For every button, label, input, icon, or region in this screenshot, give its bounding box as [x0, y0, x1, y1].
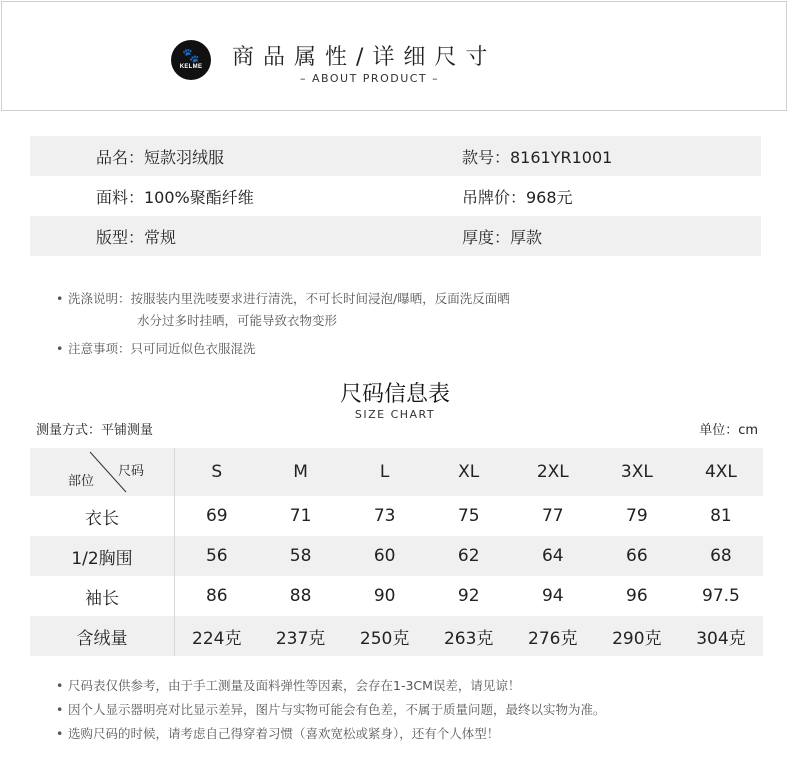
wash-note [56, 289, 510, 307]
attribute-row [30, 176, 761, 216]
wash-label: 洗涤说明： [68, 291, 131, 306]
attention-text: 只可同近似色衣服混洗 [130, 341, 256, 356]
size-header: 4XL [679, 448, 763, 496]
attention-label: 注意事项： [68, 341, 131, 356]
attribute-thickness: 厚度：厚款 [462, 227, 543, 247]
size-header: XL [427, 448, 511, 496]
size-header: L [343, 448, 427, 496]
attribute-name: 品名：短款羽绒服 [96, 147, 225, 167]
table-row [30, 536, 763, 576]
table-cell: 73 [373, 506, 396, 526]
table-cell: 86 [205, 586, 228, 606]
attribute-fit: 版型：常规 [96, 227, 177, 247]
table-cell: 263克 [427, 616, 511, 656]
row-label: 衣长 [30, 496, 175, 536]
diagonal-divider [30, 448, 174, 496]
table-cell: 250克 [343, 616, 427, 656]
attention-note [56, 339, 256, 357]
table-row [30, 496, 763, 536]
table-cell: 79 [626, 506, 648, 526]
paw-icon: 🐾 [182, 48, 200, 64]
size-header-row [30, 448, 763, 496]
attribute-table [30, 136, 761, 256]
size-header: 2XL [511, 448, 595, 496]
size-header: S [175, 448, 259, 496]
table-cell: 60 [343, 536, 427, 576]
table-cell: 90 [373, 586, 396, 606]
table-cell: 88 [289, 586, 312, 606]
table-cell: 77 [541, 506, 564, 526]
table-cell: 276克 [511, 616, 595, 656]
row-label: 1/2胸围 [30, 536, 175, 576]
table-cell: 94 [541, 586, 564, 606]
table-cell: 304克 [679, 616, 763, 656]
footnote-text: 因个人显示器明亮对比显示差异，图片与实物可能会有色差，不属于质量问题，最终以实物为准。 [68, 702, 606, 717]
bullet-icon: • [56, 702, 64, 717]
table-cell: 81 [710, 506, 732, 526]
table-cell: 290克 [595, 616, 679, 656]
table-cell: 75 [457, 506, 480, 526]
table-row [30, 576, 763, 616]
table-cell: 62 [427, 536, 511, 576]
bullet-icon: • [56, 678, 64, 693]
footnote-text: 尺码表仅供参考，由于手工测量及面料弹性等因素，会存在1-3CM误差，请见谅！ [68, 678, 521, 693]
row-label: 含绒量 [30, 616, 175, 656]
size-header: 3XL [595, 448, 679, 496]
page-title: 商品属性/详细尺寸 [232, 45, 497, 70]
logo-text: KELME [179, 64, 203, 70]
table-cell: 69 [205, 506, 228, 526]
attribute-row [30, 216, 761, 256]
corner-size-label: 尺码 [118, 464, 145, 479]
bullet-icon: • [56, 341, 64, 356]
corner-cell [30, 448, 175, 496]
page-subtitle: – ABOUT PRODUCT – [300, 72, 440, 85]
wash-text: 按服装内里洗唛要求进行清洗，不可长时间浸泡/曝晒，反面洗反面晒 [130, 291, 510, 306]
table-cell: 237克 [259, 616, 343, 656]
table-cell: 56 [175, 536, 259, 576]
attribute-row [30, 136, 761, 176]
footnote [56, 724, 499, 742]
table-cell: 97.5 [702, 586, 740, 606]
size-chart-title: 尺码信息表 [339, 382, 450, 407]
corner-part-label: 部位 [68, 474, 95, 489]
row-label: 袖长 [30, 576, 175, 616]
size-header: M [259, 448, 343, 496]
bullet-icon: • [56, 726, 64, 741]
bullet-icon: • [56, 291, 64, 306]
attribute-style-no: 款号：8161YR1001 [462, 147, 613, 167]
table-cell: 92 [457, 586, 480, 606]
table-cell: 224克 [175, 616, 259, 656]
measure-method: 测量方式：平铺测量 [36, 423, 154, 438]
footnote [56, 676, 520, 694]
table-cell: 68 [679, 536, 763, 576]
size-chart-subtitle: SIZE CHART [354, 408, 436, 421]
footnote [56, 700, 606, 718]
table-row [30, 616, 763, 656]
table-cell: 58 [259, 536, 343, 576]
table-cell: 64 [511, 536, 595, 576]
footnote-text: 选购尺码的时候，请考虑自己得穿着习惯（喜欢宽松或紧身），还有个人体型！ [68, 726, 500, 741]
wash-note-line2: 水分过多时挂晒，可能导致衣物变形 [137, 313, 338, 328]
table-cell: 96 [626, 586, 648, 606]
size-table [30, 448, 763, 656]
table-cell: 71 [289, 506, 312, 526]
unit-label: 单位：cm [699, 423, 758, 438]
attribute-fabric: 面料：100%聚酯纤维 [96, 187, 254, 207]
kelme-logo [171, 40, 211, 80]
attribute-price: 吊牌价：968元 [462, 187, 573, 207]
table-cell: 66 [595, 536, 679, 576]
